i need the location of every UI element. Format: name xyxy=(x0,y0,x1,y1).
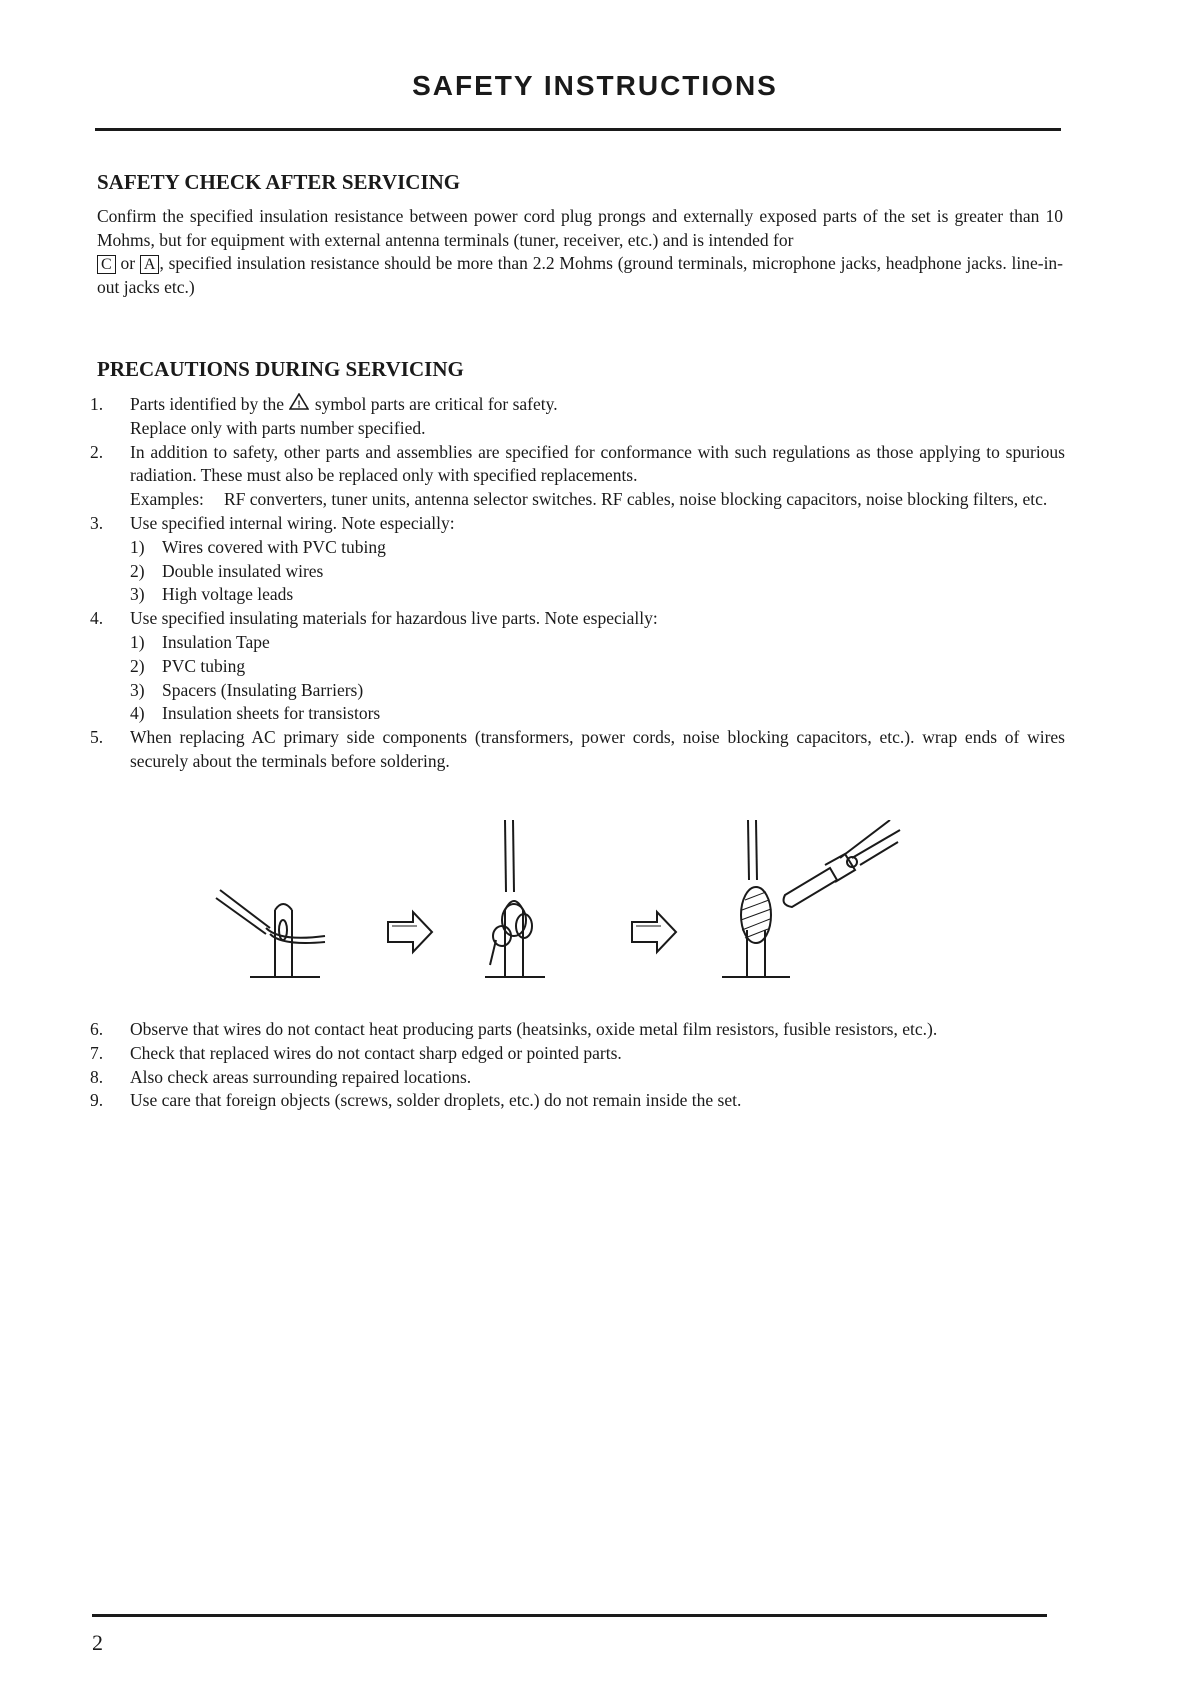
examples-text: RF converters, tuner units, antenna selector switches. RF cables, noise blocking capacitors, noise blocking filters, etc. xyxy=(224,489,1048,510)
page-title: SAFETY INSTRUCTIONS xyxy=(412,70,778,101)
list-item xyxy=(90,1042,1065,1066)
item-number: 3. xyxy=(90,512,104,533)
warning-triangle-icon xyxy=(288,393,310,417)
sub-item xyxy=(130,536,1065,560)
item-text: Use care that foreign objects (screws, solder droplets, etc.) do not remain inside the set. xyxy=(130,1090,742,1111)
item-text: Observe that wires do not contact heat producing parts (heatsinks, oxide metal film resistors, fusible resistors, etc.). xyxy=(130,1019,938,1039)
item-number: 4. xyxy=(90,608,104,629)
svg-text:!: ! xyxy=(297,399,302,410)
sub-text: Insulation Tape xyxy=(162,631,270,652)
list-item xyxy=(90,441,1065,512)
list-item xyxy=(90,512,1065,607)
list-item xyxy=(90,1089,1065,1113)
item-text-b: symbol parts are critical for safety. xyxy=(314,394,558,414)
precautions-heading: PRECAUTIONS DURING SERVICING xyxy=(97,357,464,381)
item-number: 6. xyxy=(90,1019,104,1039)
item-text: Use specified internal wiring. Note especially: xyxy=(130,512,455,533)
sub-text: PVC tubing xyxy=(162,655,246,676)
item-text: Also check areas surrounding repaired locations. xyxy=(130,1066,472,1087)
sub-item xyxy=(130,583,1065,607)
safety-check-paragraph xyxy=(97,205,1063,299)
item-number: 7. xyxy=(90,1042,104,1063)
top-divider xyxy=(95,128,1061,131)
item-text: Check that replaced wires do not contact sharp edged or pointed parts. xyxy=(130,1042,622,1063)
item-text-block xyxy=(130,441,1065,512)
precautions-list-continued xyxy=(90,1018,1065,1113)
item-text xyxy=(130,393,1065,441)
item-text-a: Parts identified by the xyxy=(130,394,285,414)
sub-item xyxy=(130,560,1065,584)
wire-wrapping-diagram xyxy=(200,820,1000,990)
safety-check-text-1: Confirm the specified insulation resistance between power cord plug prongs and externally exposed parts of the set is greater than 10 Mohms, but for equipment with external antenna terminals (tuner, receiver, etc.) and is intended for xyxy=(97,206,1063,250)
bottom-divider xyxy=(92,1614,1047,1617)
examples-label: Examples: xyxy=(130,489,204,510)
sub-text: Insulation sheets for transistors xyxy=(162,703,381,724)
sub-number: 1) xyxy=(130,631,145,652)
right-arrow-icon xyxy=(632,912,676,952)
sub-number: 2) xyxy=(130,560,145,581)
sub-number: 1) xyxy=(130,536,145,557)
sub-number: 3) xyxy=(130,679,145,700)
list-item xyxy=(90,726,1065,774)
class-a-box: A xyxy=(140,255,160,274)
sub-text: Double insulated wires xyxy=(162,560,324,581)
wrapped-wire-figure xyxy=(485,820,545,977)
sub-text: Spacers (Insulating Barriers) xyxy=(162,679,364,700)
or-text: or xyxy=(120,253,136,273)
sub-number: 4) xyxy=(130,703,145,724)
list-item xyxy=(90,393,1065,441)
item-number: 9. xyxy=(90,1090,104,1111)
safety-check-text-2: , specified insulation resistance should be more than 2.2 Mohms (ground terminals, microphone jacks, headphone jacks. line-in-out jacks etc.) xyxy=(97,253,1064,297)
sub-number: 2) xyxy=(130,655,145,676)
sub-item xyxy=(130,655,1065,679)
item-number: 5. xyxy=(90,727,104,748)
item-number: 2. xyxy=(90,441,104,462)
safety-check-heading: SAFETY CHECK AFTER SERVICING xyxy=(97,170,461,194)
sub-item xyxy=(130,679,1065,703)
list-item xyxy=(90,1018,1065,1042)
page-number: 2 xyxy=(92,1630,103,1655)
sub-number: 3) xyxy=(130,584,145,605)
item-text-block xyxy=(130,607,1065,726)
item-number: 8. xyxy=(90,1066,104,1087)
item-text-block xyxy=(130,512,1065,607)
item-number: 1. xyxy=(90,394,104,414)
class-c-box: C xyxy=(97,255,116,274)
soldered-joint-figure xyxy=(722,820,900,977)
list-item xyxy=(90,607,1065,726)
right-arrow-icon xyxy=(388,912,432,952)
examples-row xyxy=(130,488,1065,512)
sub-item xyxy=(130,702,1065,726)
precautions-list xyxy=(90,393,1065,774)
sub-item xyxy=(130,631,1065,655)
item-text: When replacing AC primary side components (transformers, power cords, noise blocking capacitors, etc.). wrap ends of wires securely about the terminals before soldering. xyxy=(130,727,1065,771)
sub-text: Wires covered with PVC tubing xyxy=(162,536,386,557)
item-text-c: Replace only with parts number specified. xyxy=(130,417,426,438)
terminal-hook-figure xyxy=(216,890,325,977)
sub-text: High voltage leads xyxy=(162,584,294,605)
list-item xyxy=(90,1066,1065,1090)
item-text: In addition to safety, other parts and assemblies are specified for conformance with such regulations as those applying to spurious radiation. These must also be replaced only with specified replacements. xyxy=(130,441,1065,486)
item-text: Use specified insulating materials for hazardous live parts. Note especially: xyxy=(130,608,658,629)
